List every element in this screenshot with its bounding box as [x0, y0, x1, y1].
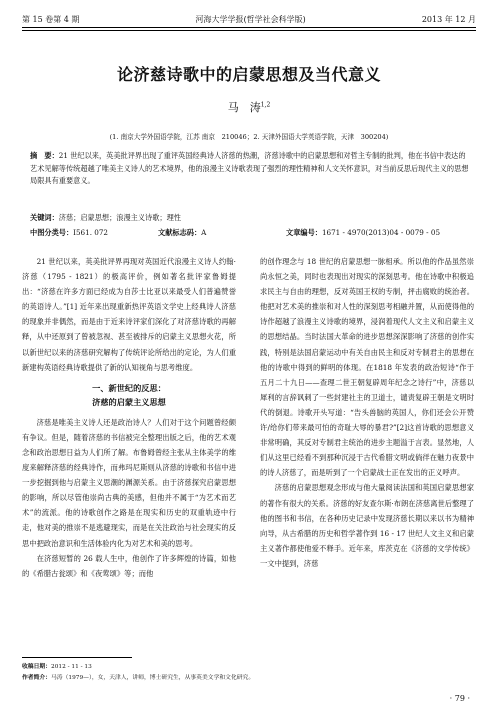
body-paragraph: 济慈是唯美主义诗人还是政治诗人？人们对于这个问题曾经颇有争议。但是，随着济慈的书信被完全整理出版之后，他的艺术观念和政治思想日益为人们所了解。布鲁姆曾经主张从主体美学的维度来解释济慈的经典诗作，而弗玛尼斯则从济慈的诗歌和书信中进一步挖掘到他与启蒙主义思潮的渊源关系。由于济慈探究启蒙思想的影响，所以尽管他崇尚古典的美感，但他并不属于“为艺术而艺术”的流派。他的诗歌创作之路是在现实和历史的双重轨迹中行走，他对美的推崇不是逃避现实，而是在关注政治与社会现实的反思中把政治意识和生活体验内化为对艺术和美的思考。 [22, 417, 236, 548]
abstract-label: 摘 要： [30, 151, 59, 160]
affiliation: (1. 南京大学外国语学院，江苏 南京 210046；2. 天津外国语大学英语学院，天津 300204) [109, 133, 389, 141]
right-column [260, 254, 474, 571]
section-subtitle: 济慈的启蒙主义思想 [92, 396, 166, 407]
publication-date: 2013 年 12 月 [421, 14, 476, 24]
body-paragraph: 21 世纪以来，英美批评界再现对英国近代浪漫主义诗人约翰·济慈（1795 - 1821）的极高评价，例如著名批评家鲁姆提出：“济慈在许多方面已经成为自莎士比亚以来最受人们普遍赞誉的英语诗人。”[1] 近年来出现重新热评英语文学史上经典诗人济慈的现象并非偶然，而是由于近来诗评家们深化了对济慈诗歌的再解释，从中还原到了曾被忽视、甚至被排斥的启蒙主义思想火花，所以新世纪以来的济慈研究解构了传统评论所给出的定论，为人们重新建构英语经典诗歌提供了新的认知视角与思考维度。 [22, 257, 236, 372]
keywords-label: 关键词： [30, 213, 59, 222]
article-number: 文章编号：1671 - 4970(2013)04 - 0079 - 05 [286, 228, 441, 237]
page-number: · 79 · [449, 694, 470, 703]
author-bio: 作者简介：马涛（1979—），女，天津人，讲师，博士研究生，从事英美文学和文化研究。 [22, 675, 255, 681]
article-title: 论济慈诗歌中的启蒙思想及当代意义 [116, 65, 381, 84]
footnote-rule [22, 657, 132, 658]
section-title: 一、新世纪的反思： [92, 382, 166, 393]
body-paragraph: 的创作理念与 18 世纪的启蒙思想一脉相承。所以他的作品虽然崇尚永恒之美，同时也表现出对现实的深刻思考。他在诗歌中积极追求民主与自由的理想，反对英国王权的专制，抨击腐败的统治者。他把对艺术美的推崇和对人性的深刻思考相融并置，从而使得他的诗作超越了浪漫主义诗歌的境界，浸润着现代人文主义和启蒙主义的思想结晶。当时法国大革命的进步思想深深影响了济慈的创作实践，特别是法国启蒙运动中有关自由民主和反对专制君主的思想在他的诗歌中得到的鲜明的体现。在1818 年发表的政治短诗“作于五月二十九日——查理二世王朝复辟周年纪念之诗行”中，济慈以犀利的言辞讽刺了一些封建社主的卫道士，谴责复辟王朝是文明时代的倒退。诗歌开头写道：“告头兽脑的英国人，你们还会公开赞许/给你们带来最可怕的奇耻大辱的暴君?”[2]这首诗歌的思想意义非常明确，其反对专制君主统治的进步主题溢于言表。显然地，人们从这里已经看不到那种沉浸于古代希腊文明或倘徉在魅力夜景中的诗人济慈了，而是听到了一个启蒙战士正在发出的正义呼声。 [260, 257, 474, 478]
header-rule-thick [22, 27, 476, 28]
body-paragraph: 济慈的启蒙思想观念形成与他大量阅读法国和英国启蒙思想家的著作有很大的关系。济慈的好友查尔斯·布朗在济慈离世后整理了他的图书和书信，在各种历史记录中发现济慈长期以来以书为精神向导，从古希腊的历史和哲学著作到 16 - 17 世纪人文主义和启蒙主义著作都使他爱不释手。近年来，库茨克在《济慈的文学传统》一文中提到，济慈 [260, 483, 474, 568]
section-heading [22, 381, 236, 409]
received-date: 收稿日期：2012 - 11 - 13 [22, 664, 92, 670]
journal-name: 河海大学学报(哲学社会科学版) [195, 14, 306, 24]
running-header [22, 12, 476, 26]
volume-issue: 第 15 卷第 4 期 [22, 14, 80, 24]
keywords-text: 济慈；启蒙思想；浪漫主义诗歌；理性 [58, 213, 181, 222]
header-rule-thin [22, 30, 476, 31]
classification-line [30, 228, 480, 238]
body-paragraph: 在济慈短暂的 26 载人生中，他创作了许多辉煌的诗篇，如他的《希腊古瓮颂》和《夜莺颂》等；而他 [22, 553, 236, 578]
document-code: 文献标志码：A [158, 228, 207, 237]
abstract-text: 21 世纪以来，英美批评界出现了重评英国经典诗人济慈的热潮，济慈诗歌中的启蒙思想和对哲主专制的批判，他在书信中表达的艺术见解等传统超越了唯美主义诗人的艺术境界，他的浪漫主义诗歌表现了强烈的理性精神和人文关怀意识，对当前反思后现代主义的思想局限具有重要意义。 [30, 151, 469, 186]
left-column [22, 254, 236, 581]
author-line [0, 99, 498, 115]
author-affil-marks: 1,2 [260, 101, 271, 109]
abstract [30, 150, 470, 188]
clc-number: 中图分类号：I561. 072 [30, 228, 108, 237]
keywords [30, 213, 470, 223]
author-name: 马 涛 [227, 101, 261, 114]
